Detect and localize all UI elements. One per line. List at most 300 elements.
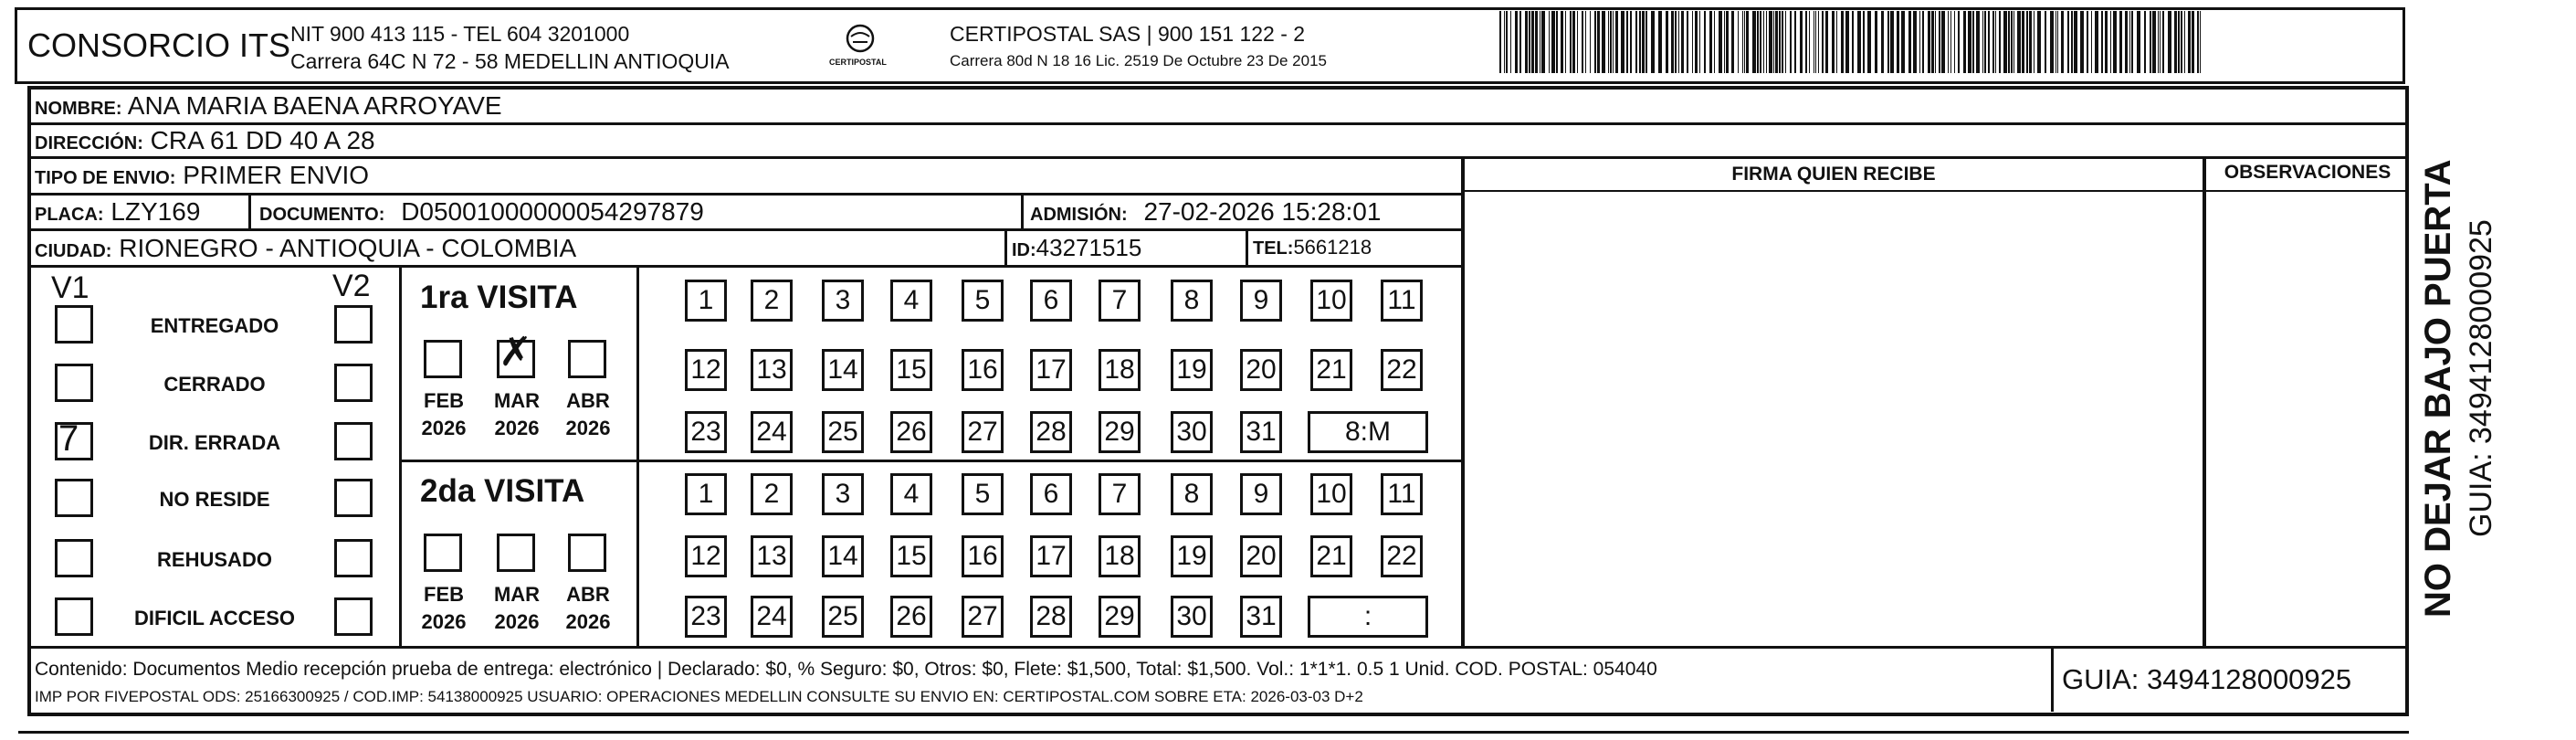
- day-box[interactable]: 22: [1381, 349, 1423, 391]
- barcode-bar: [1675, 11, 1677, 73]
- visit-title: 1ra VISITA: [420, 280, 578, 315]
- day-box[interactable]: 2: [751, 473, 793, 515]
- barcode-bar: [2008, 11, 2010, 73]
- day-box[interactable]: 10: [1310, 280, 1352, 322]
- barcode-bar: [2080, 11, 2084, 73]
- barcode-bar: [1794, 11, 1796, 73]
- barcode-bar: [1928, 11, 1930, 73]
- barcode-bar: [1976, 11, 1980, 73]
- barcode-bar: [2113, 11, 2117, 73]
- documento-label: DOCUMENTO:: [259, 205, 385, 225]
- year-label: 2026: [421, 417, 467, 439]
- month-label: FEB: [424, 389, 464, 412]
- v2-checkbox[interactable]: [334, 422, 373, 460]
- month-label: MAR: [493, 583, 541, 606]
- month-checkbox[interactable]: [568, 534, 606, 572]
- barcode-bar: [1867, 11, 1871, 73]
- barcode-bar: [1671, 11, 1674, 73]
- barcode-bar: [1610, 11, 1612, 73]
- barcode-bar: [1535, 11, 1538, 73]
- barcode-bar: [1577, 11, 1578, 73]
- footer-guia: GUIA: 3494128000925: [2062, 663, 2352, 695]
- day-box[interactable]: 19: [1171, 349, 1213, 391]
- tipo-row: [35, 163, 369, 188]
- barcode-bar: [1731, 11, 1734, 73]
- day-box[interactable]: 4: [890, 473, 932, 515]
- barcode-bar: [2003, 11, 2007, 73]
- barcode-bar: [1582, 11, 1583, 73]
- barcode-bar: [2137, 11, 2140, 73]
- day-box[interactable]: 25: [822, 411, 864, 453]
- barcode-bar: [1639, 11, 1641, 73]
- month-checkbox[interactable]: [497, 534, 535, 572]
- day-box[interactable]: 16: [962, 349, 1004, 391]
- tel-value: 5661218: [1293, 236, 1372, 259]
- barcode-bar: [1541, 11, 1545, 73]
- barcode-bar: [2162, 11, 2164, 73]
- year-label: 2026: [494, 610, 540, 633]
- barcode-bar: [2110, 11, 2111, 73]
- day-box[interactable]: 28: [1030, 596, 1072, 638]
- day-box[interactable]: 8: [1171, 473, 1213, 515]
- barcode-bar: [1805, 11, 1807, 73]
- barcode-bar: [1863, 11, 1865, 73]
- admision-label: ADMISIÓN:: [1030, 205, 1128, 225]
- barcode-bar: [1935, 11, 1936, 73]
- barcode-bar: [1681, 11, 1684, 73]
- barcode-bar: [2013, 11, 2014, 73]
- barcode-bar: [2131, 11, 2133, 73]
- barcode-bar: [1704, 11, 1706, 73]
- barcode-bar: [2125, 11, 2128, 73]
- barcode-bar: [2192, 11, 2194, 73]
- barcode-bar: [2174, 11, 2177, 73]
- day-box[interactable]: 26: [890, 411, 932, 453]
- barcode-bar: [1857, 11, 1861, 73]
- barcode-bar: [2022, 11, 2024, 73]
- barcode-bar: [1897, 11, 1899, 73]
- month-checkbox[interactable]: [568, 340, 606, 378]
- barcode-bar: [1651, 11, 1655, 73]
- day-box[interactable]: 31: [1240, 411, 1282, 453]
- barcode-bar: [2168, 11, 2171, 73]
- barcode-bar: [1499, 11, 1501, 73]
- day-box[interactable]: 15: [890, 349, 932, 391]
- side-guia-block: [2466, 106, 2502, 544]
- day-box[interactable]: 1: [685, 280, 727, 322]
- barcode-bar: [1510, 11, 1511, 73]
- barcode-bar: [1752, 11, 1756, 73]
- barcode-bar: [1585, 11, 1586, 73]
- handwritten-check-mark: 7: [58, 418, 79, 459]
- barcode-bar: [1658, 11, 1662, 73]
- day-box[interactable]: 30: [1171, 411, 1213, 453]
- v1-checkbox[interactable]: [55, 479, 93, 517]
- day-box[interactable]: 24: [751, 411, 793, 453]
- barcode-bar: [1714, 11, 1715, 73]
- courier-address: Carrera 80d N 18 16 Lic. 2519 De Octubre 23 De 2015: [950, 52, 1327, 69]
- barcode-bar: [1982, 11, 1983, 73]
- barcode-bar: [2129, 11, 2130, 73]
- barcode-bar: [1630, 11, 1632, 73]
- day-box[interactable]: 7: [1099, 280, 1141, 322]
- day-box[interactable]: 22: [1381, 535, 1423, 577]
- day-box[interactable]: 11: [1381, 473, 1423, 515]
- day-box[interactable]: 16: [962, 535, 1004, 577]
- barcode-bar: [1968, 11, 1971, 73]
- day-box[interactable]: 6: [1030, 473, 1072, 515]
- barcode-bar: [2029, 11, 2032, 73]
- day-box[interactable]: 12: [685, 535, 727, 577]
- side-warning: NO DEJAR BAJO PUERTA: [2418, 159, 2458, 618]
- v2-checkbox[interactable]: [334, 539, 373, 577]
- tel-row: [1253, 238, 1372, 258]
- barcode-bar: [1875, 11, 1877, 73]
- barcode-bar: [1519, 11, 1521, 73]
- barcode-bar: [1626, 11, 1628, 73]
- barcode-bar: [1941, 11, 1945, 73]
- day-box[interactable]: 7: [1099, 473, 1141, 515]
- tel-label: TEL:: [1253, 238, 1294, 259]
- barcode-bar: [1999, 11, 2001, 73]
- v1-checkbox[interactable]: [55, 364, 93, 402]
- day-box[interactable]: 18: [1099, 349, 1141, 391]
- barcode-bar: [1709, 11, 1712, 73]
- barcode-bar: [1818, 11, 1819, 73]
- day-box[interactable]: 29: [1099, 411, 1141, 453]
- barcode-bar: [1825, 11, 1828, 73]
- courier-name: CERTIPOSTAL SAS | 900 151 122 - 2: [950, 22, 1306, 46]
- barcode-bar: [1836, 11, 1837, 73]
- barcode-bar: [2037, 11, 2041, 73]
- logo-icon: [833, 20, 888, 75]
- visit-title: 2da VISITA: [420, 473, 585, 509]
- logo-text: CERTIPOSTAL: [829, 58, 887, 67]
- month-label: ABR: [566, 389, 610, 412]
- tipo-label: TIPO DE ENVIO:: [35, 168, 176, 188]
- time-box[interactable]: :: [1308, 596, 1428, 638]
- documento-row: [259, 199, 704, 225]
- barcode-bar: [2017, 11, 2021, 73]
- barcode-bar: [2034, 11, 2035, 73]
- barcode-bar: [2067, 11, 2069, 73]
- day-box[interactable]: 20: [1240, 349, 1282, 391]
- barcode-bar: [1726, 11, 1729, 73]
- day-box[interactable]: 13: [751, 535, 793, 577]
- day-box[interactable]: 2: [751, 280, 793, 322]
- handwritten-check-mark: ✗: [499, 330, 532, 375]
- barcode-bar: [1594, 11, 1596, 73]
- barcode-bar: [2061, 11, 2064, 73]
- day-box[interactable]: 26: [890, 596, 932, 638]
- barcode-bar: [1525, 11, 1528, 73]
- direccion-row: [35, 128, 375, 153]
- observaciones-header: OBSERVACIONES: [2224, 162, 2392, 183]
- admision-value: 27-02-2026 15:28:01: [1143, 197, 1382, 226]
- day-box[interactable]: 14: [822, 349, 864, 391]
- barcode-bar: [1687, 11, 1688, 73]
- nombre-value: ANA MARIA BAENA ARROYAVE: [127, 91, 502, 120]
- barcode-bar: [2188, 11, 2191, 73]
- barcode-bar: [2026, 11, 2028, 73]
- barcode-bar: [1852, 11, 1854, 73]
- company-name: CONSORCIO ITS: [27, 26, 291, 64]
- barcode-bar: [1613, 11, 1614, 73]
- barcode-bar: [1992, 11, 1994, 73]
- barcode-bar: [1922, 11, 1924, 73]
- barcode-bar: [1590, 11, 1591, 73]
- barcode-bar: [1995, 11, 1996, 73]
- barcode-bar: [2074, 11, 2077, 73]
- barcode-bar: [1822, 11, 1824, 73]
- certipostal-logo: [829, 20, 888, 75]
- day-box[interactable]: 1: [685, 473, 727, 515]
- status-label: NO RESIDE: [159, 488, 270, 511]
- barcode-bar: [2152, 11, 2156, 73]
- footer-line-2: IMP POR FIVEPOSTAL ODS: 25166300925 / COD.IMP: 54138000925 USUARIO: OPERACIONES MEDELLIN CONSULTE SU ENVIO EN: CERTIPOSTAL.COM SOBRE ETA: 2026-03-03 D+2: [35, 688, 1363, 705]
- barcode-bar: [2045, 11, 2046, 73]
- barcode-bar: [1931, 11, 1934, 73]
- day-box[interactable]: 25: [822, 596, 864, 638]
- day-box[interactable]: 21: [1310, 535, 1352, 577]
- id-label: ID:: [1012, 240, 1036, 260]
- barcode-bar: [1549, 11, 1550, 73]
- day-box[interactable]: 27: [962, 596, 1004, 638]
- placa-value: LZY169: [110, 197, 201, 226]
- id-row: [1012, 236, 1141, 259]
- barcode-bar: [2197, 11, 2199, 73]
- barcode-bar: [1782, 11, 1783, 73]
- barcode-bar: [2105, 11, 2108, 73]
- barcode-bar: [1815, 11, 1816, 73]
- day-box[interactable]: 12: [685, 349, 727, 391]
- footer-line-1: Contenido: Documentos Medio recepción prueba de entrega: electrónico | Declarado: $0, % Seguro: $0, Otros: $0, Flete: $1,500, Total: $1,500. Vol.: 1*1*1. 0.5 1 Unid. COD. POSTAL: 054040: [35, 659, 1657, 680]
- day-box[interactable]: 17: [1030, 535, 1072, 577]
- status-label: DIFICIL ACCESO: [133, 607, 295, 629]
- nombre-label: NOMBRE:: [35, 99, 122, 119]
- barcode-bar: [1972, 11, 1974, 73]
- v2-checkbox[interactable]: [334, 479, 373, 517]
- barcode-bar: [2150, 11, 2151, 73]
- barcode-bar: [1785, 11, 1786, 73]
- barcode-bar: [1556, 11, 1558, 73]
- barcode-bar: [1908, 11, 1911, 73]
- barcode-bar: [1645, 11, 1647, 73]
- day-box[interactable]: 14: [822, 535, 864, 577]
- month-checkbox[interactable]: [424, 340, 462, 378]
- day-box[interactable]: 27: [962, 411, 1004, 453]
- year-label: 2026: [494, 417, 540, 439]
- day-box[interactable]: 19: [1171, 535, 1213, 577]
- barcode-bar: [1742, 11, 1743, 73]
- barcode-bar: [1913, 11, 1917, 73]
- barcode-bar: [2095, 11, 2098, 73]
- barcode-bar: [2087, 11, 2088, 73]
- barcode-bar: [1887, 11, 1889, 73]
- barcode-bar: [2101, 11, 2103, 73]
- barcode-bar: [1719, 11, 1722, 73]
- barcode-bar: [2200, 11, 2201, 73]
- barcode: [1499, 11, 2203, 73]
- barcode-bar: [1958, 11, 1960, 73]
- day-box[interactable]: 21: [1310, 349, 1352, 391]
- barcode-bar: [1773, 11, 1774, 73]
- barcode-bar: [2050, 11, 2054, 73]
- company-nit-tel: NIT 900 413 115 - TEL 604 3201000: [290, 22, 630, 46]
- v2-checkbox[interactable]: [334, 305, 373, 344]
- barcode-bar: [1531, 11, 1534, 73]
- barcode-bar: [1950, 11, 1951, 73]
- tipo-value: PRIMER ENVIO: [183, 161, 370, 189]
- barcode-bar: [2181, 11, 2182, 73]
- barcode-bar: [1572, 11, 1575, 73]
- barcode-bar: [2057, 11, 2058, 73]
- barcode-bar: [1724, 11, 1725, 73]
- barcode-bar: [1757, 11, 1759, 73]
- direccion-label: DIRECCIÓN:: [35, 133, 143, 153]
- barcode-bar: [1766, 11, 1767, 73]
- day-box[interactable]: 11: [1381, 280, 1423, 322]
- id-value: 43271515: [1036, 234, 1142, 261]
- barcode-bar: [1561, 11, 1563, 73]
- placa-row: [35, 199, 200, 225]
- v2-checkbox[interactable]: [334, 597, 373, 636]
- barcode-bar: [1800, 11, 1803, 73]
- day-box[interactable]: 9: [1240, 280, 1282, 322]
- barcode-bar: [1692, 11, 1693, 73]
- barcode-bar: [1845, 11, 1849, 73]
- day-box[interactable]: 28: [1030, 411, 1072, 453]
- barcode-bar: [1963, 11, 1966, 73]
- barcode-bar: [1890, 11, 1894, 73]
- observaciones-area[interactable]: [2210, 196, 2403, 641]
- day-box[interactable]: 18: [1099, 535, 1141, 577]
- month-label: MAR: [493, 389, 541, 412]
- day-box[interactable]: 5: [962, 473, 1004, 515]
- barcode-bar: [1779, 11, 1781, 73]
- ciudad-label: CIUDAD:: [35, 241, 112, 261]
- day-box[interactable]: 6: [1030, 280, 1072, 322]
- barcode-bar: [1832, 11, 1835, 73]
- barcode-bar: [2144, 11, 2146, 73]
- day-box[interactable]: 10: [1310, 473, 1352, 515]
- barcode-bar: [2160, 11, 2161, 73]
- status-label: ENTREGADO: [150, 314, 279, 337]
- barcode-bar: [1954, 11, 1955, 73]
- barcode-bar: [1699, 11, 1700, 73]
- day-box[interactable]: 30: [1171, 596, 1213, 638]
- barcode-bar: [1695, 11, 1698, 73]
- v2-checkbox[interactable]: [334, 364, 373, 402]
- barcode-bar: [1506, 11, 1508, 73]
- barcode-bar: [1775, 11, 1778, 73]
- barcode-bar: [2178, 11, 2180, 73]
- placa-label: PLACA:: [35, 205, 104, 225]
- side-guia: GUIA: 3494128000925: [2464, 219, 2498, 537]
- day-box[interactable]: 9: [1240, 473, 1282, 515]
- admision-row: [1030, 199, 1381, 225]
- day-box[interactable]: 3: [822, 473, 864, 515]
- day-box[interactable]: 8: [1171, 280, 1213, 322]
- v1-checkbox[interactable]: [55, 305, 93, 344]
- nombre-row: [35, 93, 502, 119]
- barcode-bar: [1948, 11, 1949, 73]
- v1-checkbox[interactable]: [55, 539, 93, 577]
- day-box[interactable]: 3: [822, 280, 864, 322]
- v1-checkbox[interactable]: [55, 597, 93, 636]
- barcode-bar: [1769, 11, 1772, 73]
- month-label: FEB: [424, 583, 464, 606]
- day-box[interactable]: 13: [751, 349, 793, 391]
- month-label: ABR: [566, 583, 610, 606]
- status-label: DIR. ERRADA: [148, 431, 281, 454]
- day-box[interactable]: 5: [962, 280, 1004, 322]
- ciudad-row: [35, 236, 576, 261]
- barcode-bar: [1565, 11, 1566, 73]
- barcode-bar: [1984, 11, 1986, 73]
- day-box[interactable]: 31: [1240, 596, 1282, 638]
- day-box[interactable]: 23: [685, 596, 727, 638]
- documento-value: D05001000000054297879: [401, 197, 704, 226]
- month-checkbox[interactable]: [424, 534, 462, 572]
- barcode-bar: [1738, 11, 1739, 73]
- day-box[interactable]: 23: [685, 411, 727, 453]
- barcode-bar: [1881, 11, 1884, 73]
- day-box[interactable]: 15: [890, 535, 932, 577]
- barcode-bar: [1608, 11, 1609, 73]
- barcode-bar: [1529, 11, 1530, 73]
- firma-area[interactable]: [1472, 196, 2195, 641]
- barcode-bar: [1919, 11, 1920, 73]
- year-label: 2026: [421, 610, 467, 633]
- barcode-bar: [1504, 11, 1505, 73]
- year-label: 2026: [565, 610, 611, 633]
- company-address: Carrera 64C N 72 - 58 MEDELLIN ANTIOQUIA: [290, 49, 730, 73]
- barcode-bar: [1744, 11, 1745, 73]
- day-box[interactable]: 29: [1099, 596, 1141, 638]
- barcode-bar: [1901, 11, 1905, 73]
- barcode-bar: [1615, 11, 1618, 73]
- barcode-bar: [1939, 11, 1940, 73]
- barcode-bar: [1597, 11, 1600, 73]
- barcode-bar: [1763, 11, 1764, 73]
- barcode-bar: [2011, 11, 2013, 73]
- barcode-bar: [1809, 11, 1810, 73]
- day-box[interactable]: 24: [751, 596, 793, 638]
- time-box[interactable]: 8:M: [1308, 411, 1428, 453]
- barcode-bar: [1602, 11, 1605, 73]
- barcode-bar: [2071, 11, 2073, 73]
- v2-label: V2: [332, 269, 371, 303]
- barcode-bar: [2158, 11, 2159, 73]
- v1-label: V1: [51, 270, 89, 305]
- barcode-bar: [1746, 11, 1749, 73]
- ciudad-value: RIONEGRO - ANTIOQUIA - COLOMBIA: [119, 234, 577, 262]
- barcode-bar: [1642, 11, 1645, 73]
- barcode-bar: [1790, 11, 1792, 73]
- year-label: 2026: [565, 417, 611, 439]
- barcode-bar: [1515, 11, 1518, 73]
- status-label: CERRADO: [163, 373, 266, 396]
- barcode-bar: [1551, 11, 1555, 73]
- day-box[interactable]: 20: [1240, 535, 1282, 577]
- barcode-bar: [1621, 11, 1624, 73]
- barcode-bar: [1988, 11, 1990, 73]
- day-box[interactable]: 17: [1030, 349, 1072, 391]
- barcode-bar: [1760, 11, 1761, 73]
- day-box[interactable]: 4: [890, 280, 932, 322]
- barcode-bar: [1678, 11, 1679, 73]
